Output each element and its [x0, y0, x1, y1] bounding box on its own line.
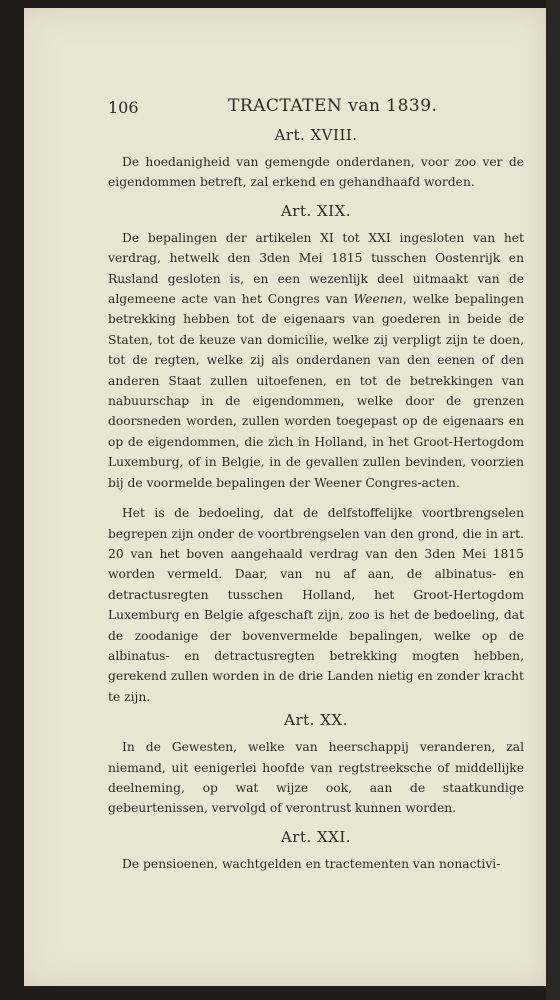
- article-paragraph: De pensioenen, wachtgelden en tractementen van nonactivi-: [122, 856, 501, 871]
- paragraph-text-before-italic: De bepalingen der artikelen XI tot XXI ingesloten van het verdrag, hetwelk den 3den Mei 1815 tusschen Oostenrijk en Rusland gesloten is, en een wezenlijk deel uitmaakt van de algemeene acte van het Congres van: [108, 230, 524, 307]
- page-edge-shadow: [546, 0, 560, 1000]
- paragraph-text-after-italic: , welke bepalingen betrekking hebben tot de eigenaars van goederen in beide de Staten, tot de keuze van domicilie, welke zij verpligt zijn te doen, tot de regten, welke zij als onderdanen van den eenen of den anderen Staat zullen uitoefenen, en tot de betrekkingen van nabuurschap in de eigendommen, welke door de grenzen doorsneden worden, zullen worden toegepast op de eigenaars en op de eigendommen, die zich in Holland, in het Groot-Hertogdom Luxemburg, of in Belgie, in de gevallen zullen bevinden, voorzien bij de voormelde bepalingen der Weener Congres-acten.: [108, 292, 524, 490]
- page-text-block: [108, 92, 524, 874]
- article-heading: Art. XIX.: [280, 201, 352, 220]
- article-paragraph: [108, 228, 524, 493]
- running-title: TRACTATEN van 1839.: [228, 96, 438, 116]
- article-heading: Art. XXI.: [280, 827, 352, 846]
- page-number: 106: [108, 98, 139, 117]
- running-header: [108, 92, 524, 120]
- article-heading: Art. XVIII.: [274, 126, 358, 144]
- italic-place-name: Weenen: [353, 292, 403, 307]
- article-paragraph: In de Gewesten, welke van heerschappij veranderen, zal niemand, uit eenigerlei hoofde van regtstreeksche of middellijke deelneming, op wat wijze ook, aan de staatkundige gebeurtenissen, vervolgd of verontrust kunnen worden.: [108, 740, 524, 816]
- article-heading: Art. XX.: [284, 711, 348, 730]
- article-paragraph: Het is de bedoeling, dat de delfstoffelijke voortbrengselen begrepen zijn onder de voortbrengselen van den grond, die in art. 20 van het boven aangehaald verdrag van den 3den Mei 1815 worden vermeld. Daar, van nu af aan, de albinatus- en detractusregten tusschen Holland, het Groot-Hertogdom Luxemburg en Belgie afgeschaft zijn, zoo is het de bedoeling, dat de zoodanige der bovenvermelde bepalingen, welke op de albinatus- en detractusregten betrekking mogten hebben, gerekend zullen worden in de drie Landen nietig en zonder kracht te zijn.: [108, 506, 524, 704]
- article-paragraph: De hoedanigheid van gemengde onderdanen, voor zoo ver de eigendommen betreft, zal erkend en gehandhaafd worden.: [108, 155, 524, 190]
